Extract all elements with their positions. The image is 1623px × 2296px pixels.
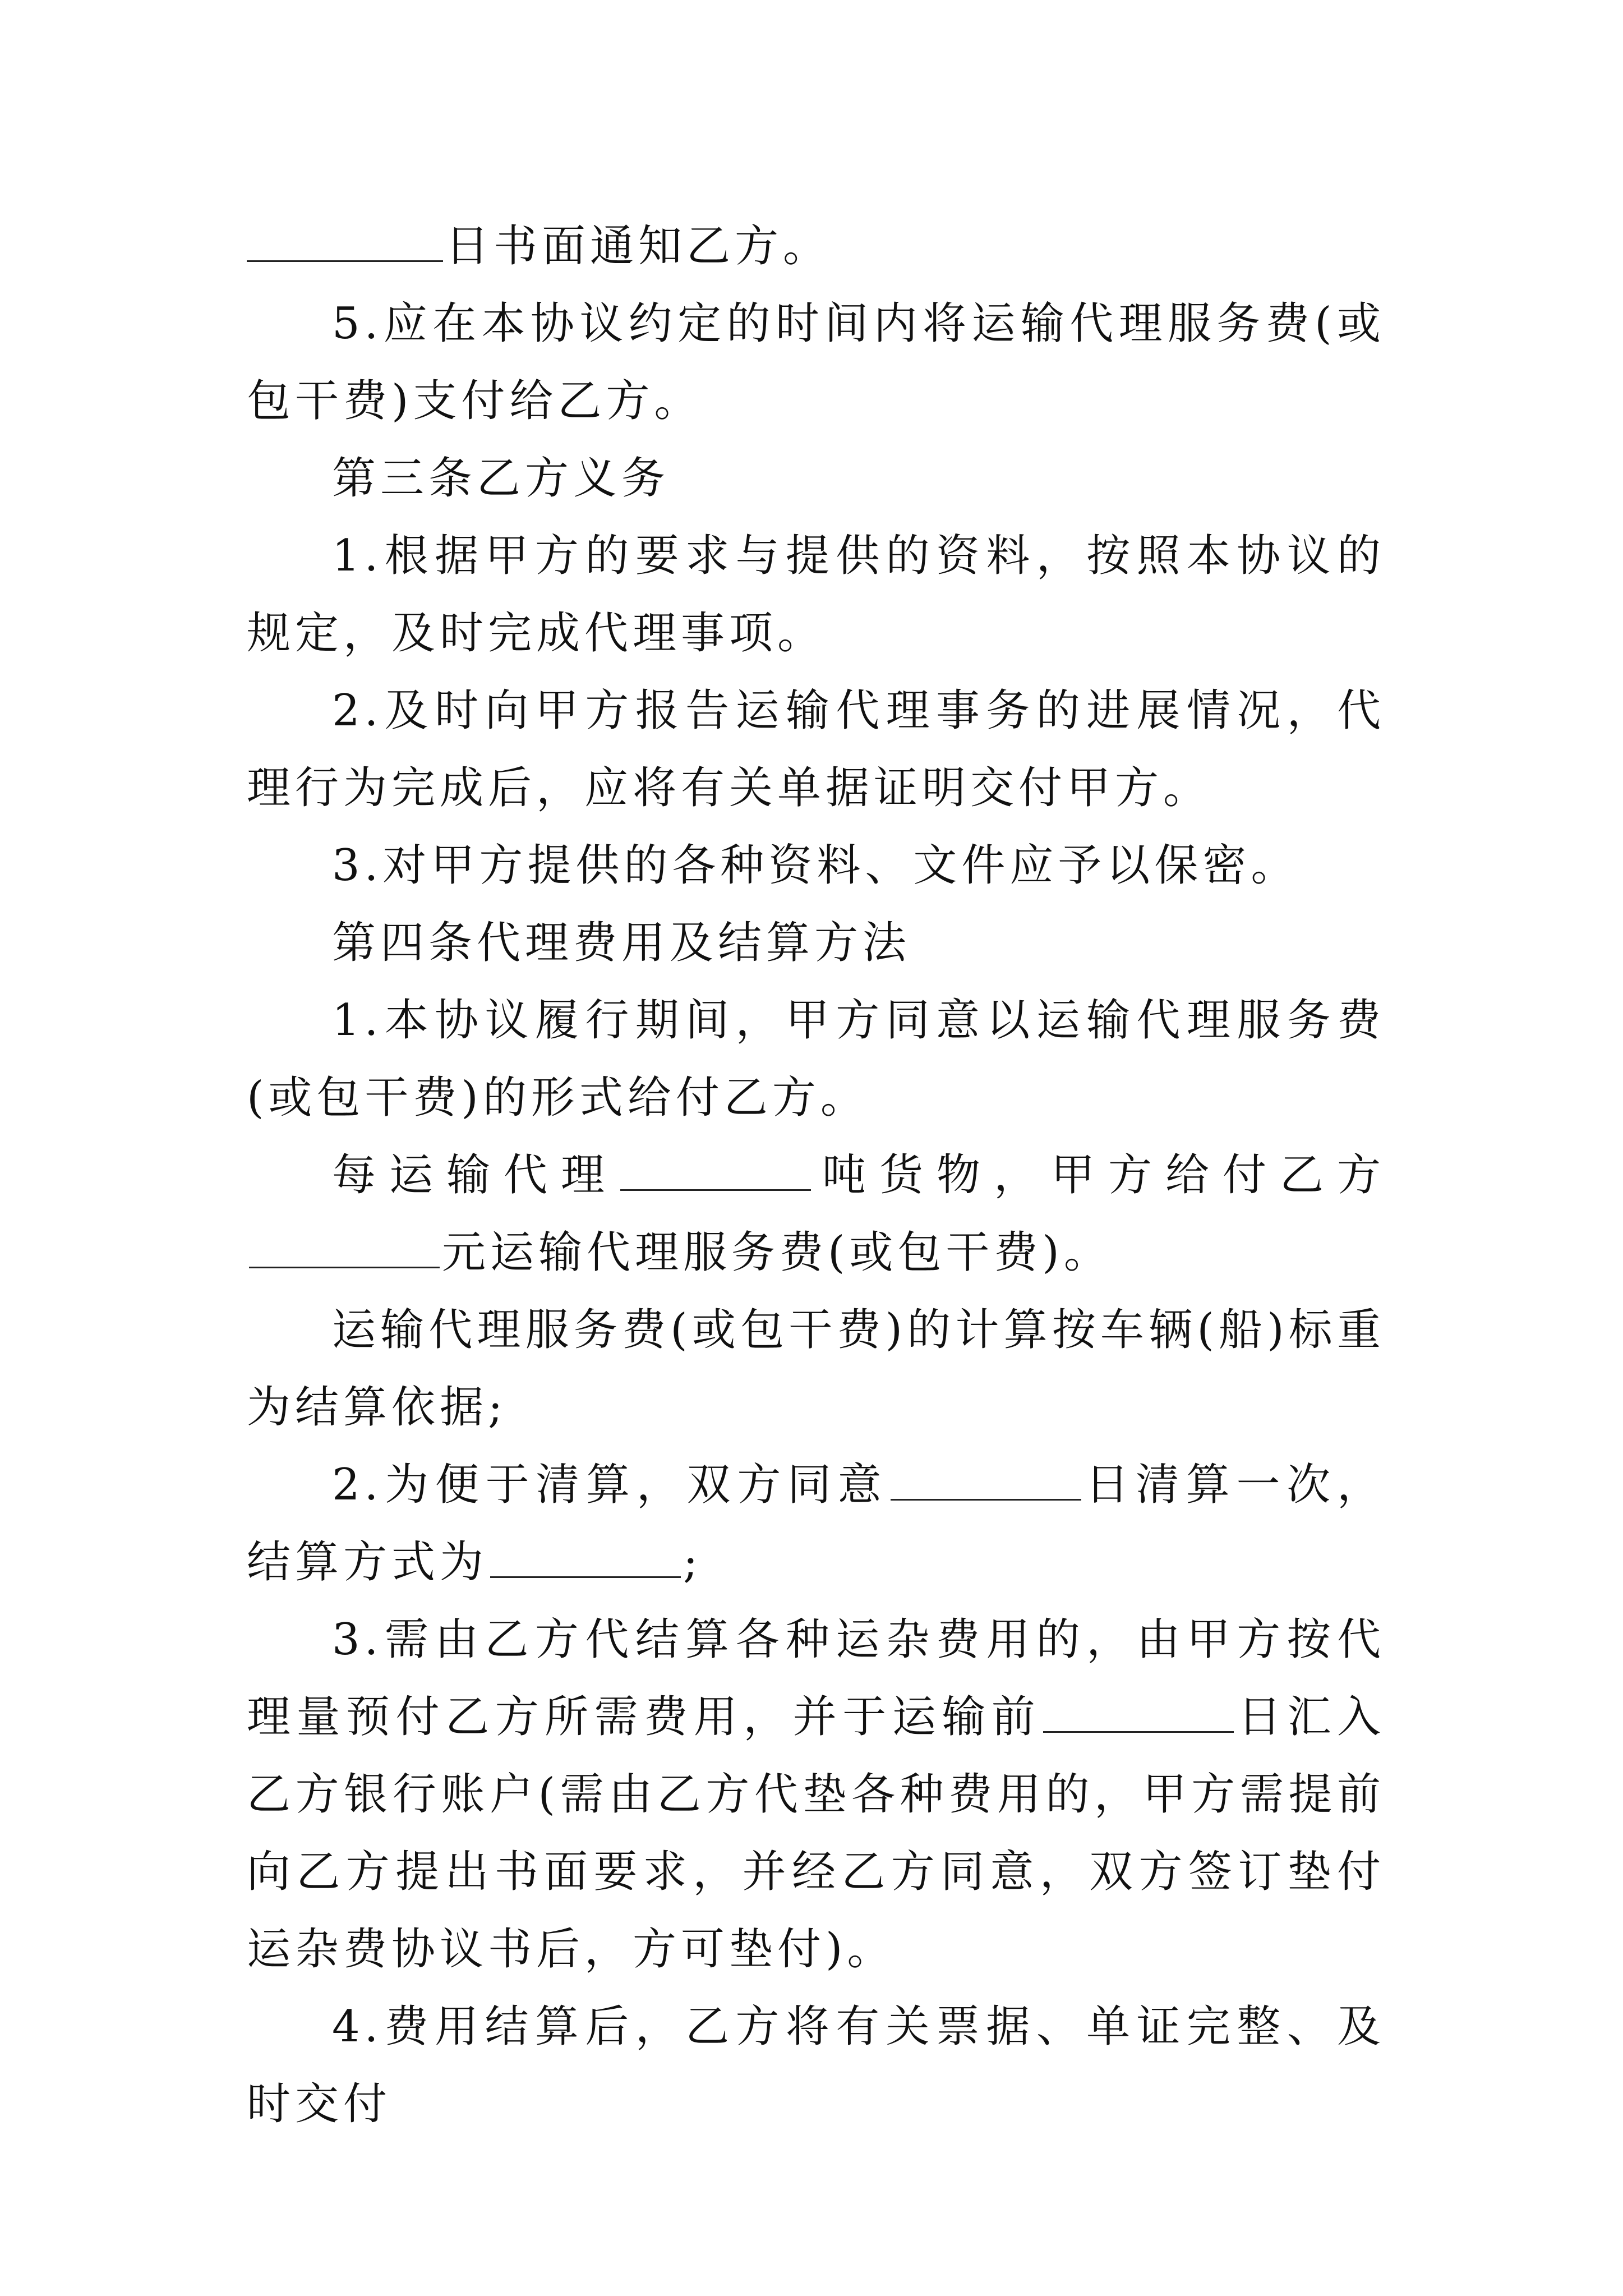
paragraph-party-b-1: 1.根据甲方的要求与提供的资料，按照本协议的规定，及时完成代理事项。 xyxy=(247,531,1385,659)
paragraph-party-a-5: 5.应在本协议约定的时间内将运输代理服务费(或包干费)支付给乙方。 xyxy=(247,298,1385,426)
fill-blank[interactable] xyxy=(247,226,443,262)
paragraph-fee-3: 3.需由乙方代结算各种运杂费用的，由甲方按代理量预付乙方所需费用，并于运输前 日汇入乙方银行账户(需由乙方代垫各种费用的，甲方需提前向乙方提出书面要求，并经乙方同意，双方签订垫付运杂费协议书后，方可垫付)。 xyxy=(247,1614,1385,1975)
paragraph-notice-tail: 日书面通知乙方。 xyxy=(247,208,1385,285)
fill-blank[interactable] xyxy=(249,1232,440,1268)
paragraph-fee-2: 2.为便于清算，双方同意 日清算一次，结算方式为 ; xyxy=(247,1460,1385,1588)
paragraph-party-b-2: 2.及时向甲方报告运输代理事务的进展情况，代理行为完成后，应将有关单据证明交付甲方。 xyxy=(247,685,1385,813)
paragraph-fee-rate: 每运输代理 吨货物，甲方给付乙方元运输代理服务费(或包干费)。 xyxy=(247,1137,1385,1291)
section-heading-4: 第四条代理费用及结算方法 xyxy=(332,918,911,968)
fill-blank[interactable] xyxy=(1043,1696,1234,1733)
section-heading-3: 第三条乙方义务 xyxy=(332,453,670,504)
paragraph-fee-4: 4.费用结算后，乙方将有关票据、单证完整、及时交付 xyxy=(247,2001,1385,2129)
paragraph-fee-calc: 运输代理服务费(或包干费)的计算按车辆(船)标重为结算依据; xyxy=(247,1305,1385,1433)
fill-blank[interactable] xyxy=(620,1154,811,1191)
fill-blank[interactable] xyxy=(490,1542,681,1578)
document-body xyxy=(247,208,1385,2143)
fill-blank[interactable] xyxy=(891,1464,1081,1501)
paragraph-party-b-3: 3.对甲方提供的各种资料、文件应予以保密。 xyxy=(332,840,1299,891)
paragraph-fee-1: 1.本协议履行期间，甲方同意以运输代理服务费(或包干费)的形式给付乙方。 xyxy=(247,995,1385,1123)
